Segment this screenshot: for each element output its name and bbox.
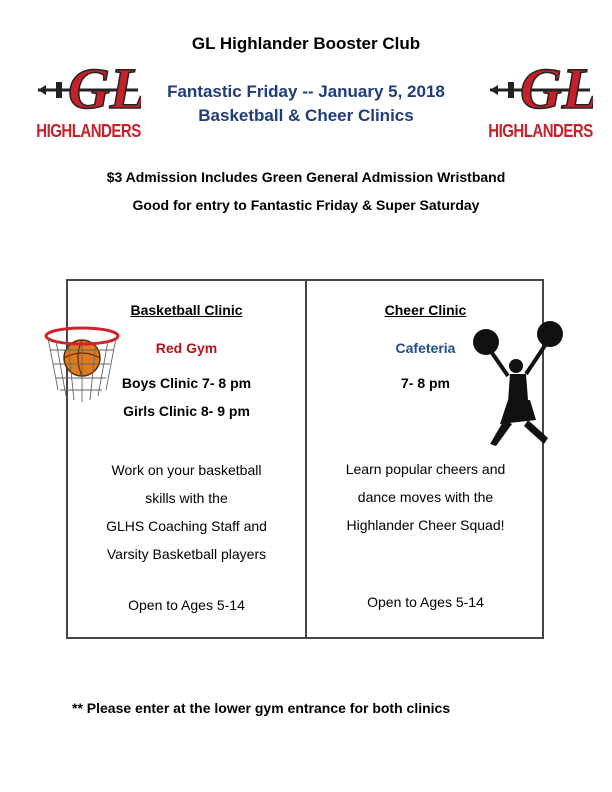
- logo-right-wordmark: HIGHLANDERS: [488, 120, 593, 142]
- cheer-description: [307, 455, 544, 539]
- basketball-desc-line: Varsity Basketball players: [106, 546, 267, 562]
- highlanders-logo-left: [36, 52, 141, 142]
- basketball-description: [68, 456, 305, 568]
- sword-gl-icon: [488, 52, 593, 122]
- svg-text:GL: GL: [520, 56, 593, 121]
- cheer-desc-line: dance moves with the: [357, 489, 494, 505]
- admission-line-2: Good for entry to Fantastic Friday & Super Saturday: [132, 197, 480, 213]
- cheer-desc-line: Highlander Cheer Squad!: [346, 517, 505, 533]
- basketball-desc-line: skills with the: [145, 490, 228, 506]
- highlanders-logo-right: [488, 52, 593, 142]
- logo-left-wordmark: HIGHLANDERS: [36, 120, 141, 142]
- svg-text:GL: GL: [68, 56, 141, 121]
- basketball-location: Red Gym: [155, 340, 218, 356]
- cheerleader-icon: [470, 320, 570, 452]
- girls-clinic-schedule: Girls Clinic 8- 9 pm: [123, 403, 250, 419]
- cheer-schedule: 7- 8 pm: [400, 375, 450, 391]
- event-subtitle-line: Basketball & Cheer Clinics: [198, 106, 414, 125]
- event-date-line: Fantastic Friday -- January 5, 2018: [167, 82, 445, 101]
- cheer-ages: Open to Ages 5-14: [367, 594, 484, 610]
- footer-note: ** Please enter at the lower gym entrance for both clinics: [72, 700, 451, 716]
- boys-clinic-schedule: Boys Clinic 7- 8 pm: [121, 375, 252, 391]
- cheer-desc-line: Learn popular cheers and: [345, 461, 506, 477]
- basketball-desc-line: GLHS Coaching Staff and: [106, 518, 267, 534]
- cheer-location: Cafeteria: [395, 340, 456, 356]
- sword-gl-icon: [36, 52, 141, 122]
- basketball-ages: Open to Ages 5-14: [128, 597, 245, 613]
- basketball-clinic-title: Basketball Clinic: [130, 302, 243, 318]
- club-title: GL Highlander Booster Club: [191, 34, 421, 53]
- basketball-hoop-icon: [42, 318, 132, 408]
- admission-line-1: $3 Admission Includes Green General Admission Wristband: [106, 169, 506, 185]
- cheer-clinic-title: Cheer Clinic: [384, 302, 467, 318]
- basketball-desc-line: Work on your basketball: [111, 462, 262, 478]
